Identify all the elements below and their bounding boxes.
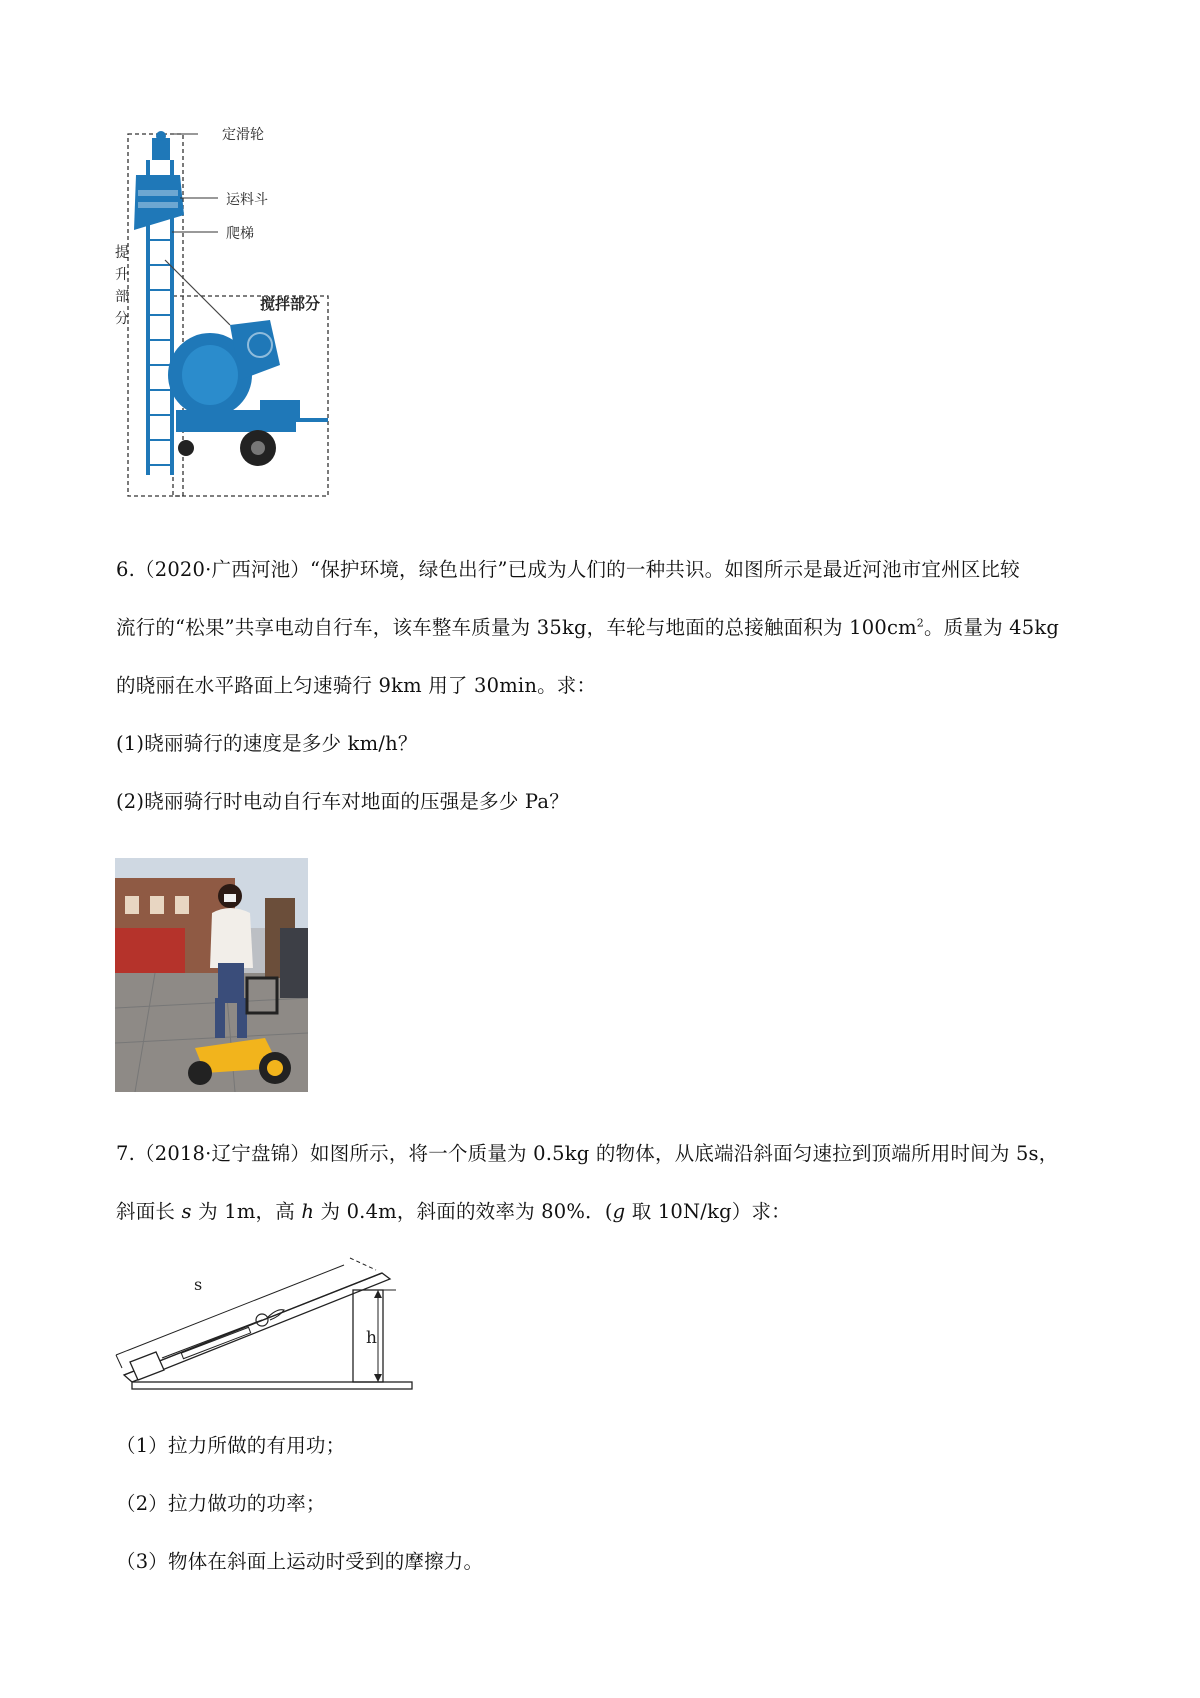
pulley-label: 定滑轮 (222, 127, 264, 143)
q7-text-2a: 斜面长 (116, 1200, 182, 1223)
q7-sub-2: （2）拉力做功的功率； (116, 1492, 326, 1515)
q6-line-2 (116, 614, 1059, 642)
q6-text-2a: 流行的“松果”共享电动自行车，该车整车质量为 35kg，车轮与地面的总接触面积为 100cm (116, 616, 917, 639)
q7-text-2b: 为 1m，高 (191, 1200, 302, 1223)
ebike-photo-illustration (115, 858, 308, 1092)
q6-line-1 (116, 556, 1020, 584)
q7-source: （2018·辽宁盘锦） (135, 1142, 311, 1165)
incline-figure (112, 1250, 430, 1400)
q6-sub-1: (1)晓丽骑行的速度是多少 km/h？ (116, 732, 418, 755)
lift-part-char: 部 (115, 289, 129, 305)
ebike-photo (115, 858, 308, 1092)
q7-text-2d: 取 10N/kg）求： (625, 1200, 791, 1223)
hopper-label: 运料斗 (226, 192, 268, 208)
q7-text-2c: 为 0.4m，斜面的效率为 80%．( (314, 1200, 613, 1223)
mixer-lift-figure (110, 120, 340, 510)
var-s: s (181, 1200, 192, 1223)
q7-line-2 (116, 1198, 791, 1226)
mixing-part-label: 搅拌部分 (260, 295, 321, 313)
lift-part-char: 分 (115, 311, 129, 327)
q7-number: 7. (116, 1142, 136, 1165)
lift-part-char: 提 (115, 245, 129, 261)
mixer-lift-diagram (110, 120, 340, 510)
q6-line-3: 的晓丽在水平路面上匀速骑行 9km 用了 30min。求： (116, 674, 597, 697)
incline-s-label: s (194, 1275, 203, 1294)
ladder-label: 爬梯 (226, 226, 254, 242)
q6-sub-2: (2)晓丽骑行时电动自行车对地面的压强是多少 Pa？ (116, 790, 569, 813)
var-g: g (612, 1200, 626, 1223)
var-h: h (301, 1200, 315, 1223)
q7-sub-3: （3）物体在斜面上运动时受到的摩擦力。 (116, 1550, 484, 1573)
incline-h-label: h (366, 1328, 377, 1348)
q7-sub-1: （1）拉力所做的有用功； (116, 1434, 346, 1457)
q6-number: 6. (116, 558, 136, 581)
lift-part-char: 升 (115, 267, 129, 283)
lift-part-label (114, 242, 130, 330)
q6-text-2b: 。质量为 45kg (923, 616, 1060, 639)
q6-text-1: “保护环境，绿色出行”已成为人们的一种共识。如图所示是最近河池市宜州区比较 (310, 558, 1020, 581)
q6-text-2-sup: 2 (916, 616, 924, 630)
incline-diagram (112, 1250, 430, 1400)
q7-line-1 (116, 1140, 1058, 1168)
q6-source: （2020·广西河池） (135, 558, 311, 581)
q7-text-1: 如图所示，将一个质量为 0.5kg 的物体，从底端沿斜面匀速拉到顶端所用时间为 5s， (310, 1142, 1059, 1165)
